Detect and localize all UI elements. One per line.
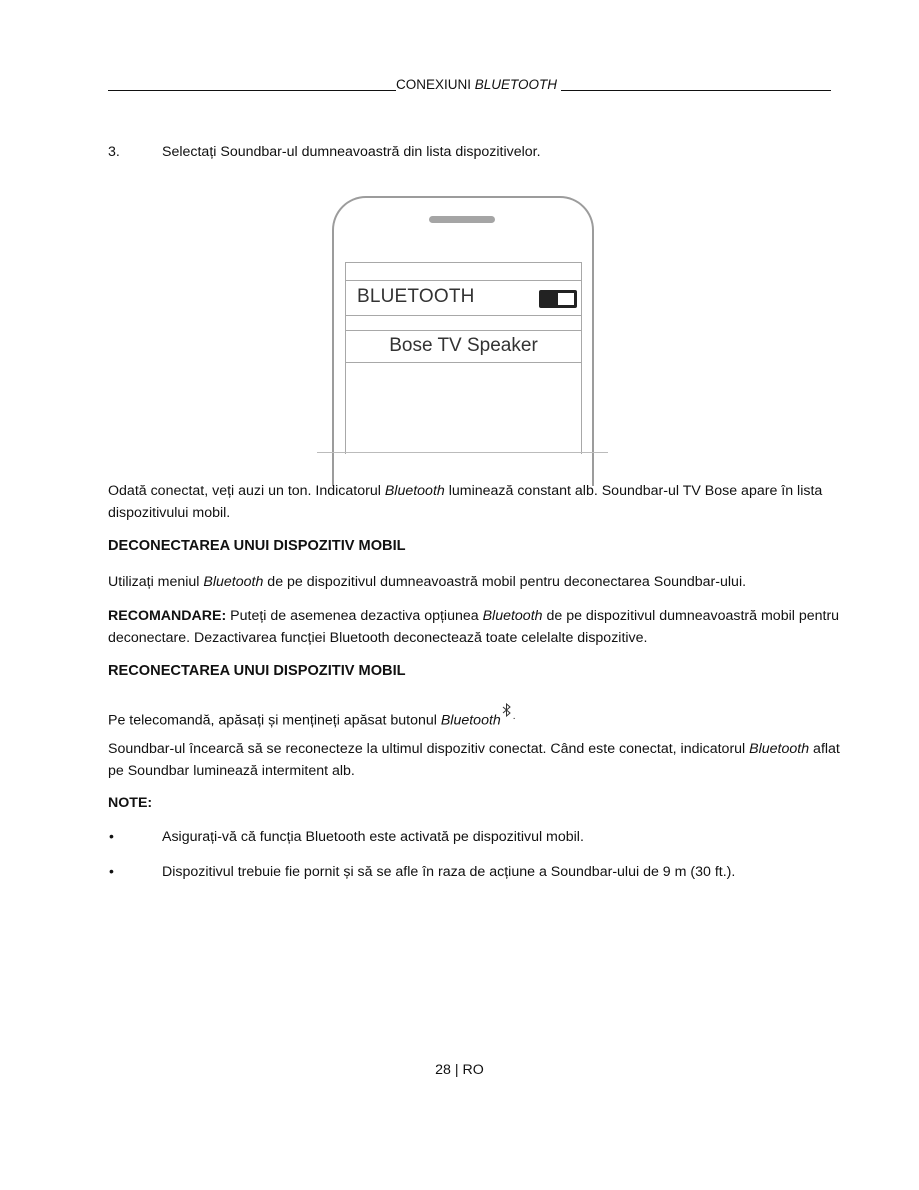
bluetooth-toggle [539, 290, 577, 308]
step-text: Selectați Soundbar-ul dumneavoastră din lista dispozitivelor. [162, 144, 541, 160]
page-number: 28 | RO [435, 1062, 484, 1078]
text-run: de pe dispozitivul dumneavoastră mobil pentru deconectare. Dezactivarea funcției Bluetooth deconectează toate celelalte dispozitive. [108, 608, 840, 646]
bluetooth-setting-label: BLUETOOTH [357, 286, 475, 307]
phone-speaker [429, 216, 495, 223]
illustration-baseline [317, 452, 608, 453]
text-run: aflat pe Soundbar luminează intermitent alb. [108, 741, 840, 779]
screen-divider [345, 315, 582, 316]
screen-divider [345, 280, 582, 281]
header-title-italic: BLUETOOTH [474, 77, 558, 92]
bullet-marker: • [109, 828, 114, 844]
text-run: de pe dispozitivul dumneavoastră mobil pentru deconectarea Soundbar-ului. [263, 574, 747, 590]
notes-label: NOTE: [108, 795, 153, 811]
text-run: Puteți de asemenea dezactiva opțiunea [226, 608, 483, 624]
disconnect-paragraph [108, 571, 843, 593]
note-item: Dispozitivul trebuie fie pornit și să se afle în raza de acțiune a Soundbar-ului de 9 m (30 ft.). [162, 864, 736, 880]
reconnect-instruction [108, 704, 843, 732]
connected-paragraph [108, 480, 843, 524]
step-number: 3. [108, 144, 120, 160]
header-rule-right [561, 90, 831, 91]
note-item: Asigurați-vă că funcția Bluetooth este activată pe dispozitivul mobil. [162, 829, 584, 845]
text-run: Soundbar-ul încearcă să se reconecteze la ultimul dispozitiv conectat. Când este conectat, indicatorul [108, 741, 750, 757]
header-title [396, 77, 557, 92]
text-run-italic: Bluetooth [203, 574, 264, 590]
text-run-italic: Bluetooth [482, 608, 543, 624]
text-run: Pe telecomandă, apăsați și mențineți apăsat butonul [108, 712, 441, 729]
device-list-item: Bose TV Speaker [389, 335, 538, 356]
text-run: Utilizați meniul [108, 574, 204, 590]
header-rule-left [108, 90, 396, 91]
text-run-italic: Bluetooth [440, 712, 501, 729]
screen-divider [345, 362, 582, 363]
text-run: Odată conectat, veți auzi un ton. Indicatorul [108, 483, 385, 499]
text-run: luminează constant alb. Soundbar-ul TV Bose apare în lista dispozitivului mobil. [108, 483, 823, 521]
text-run-italic: Bluetooth [384, 483, 445, 499]
section-heading-reconnect: RECONECTAREA UNUI DISPOZITIV MOBIL [108, 663, 406, 679]
section-heading-disconnect: DECONECTAREA UNUI DISPOZITIV MOBIL [108, 538, 406, 554]
screen-divider [345, 330, 582, 331]
text-run: . [512, 711, 516, 722]
tip-label: RECOMANDARE: [108, 608, 227, 624]
toggle-knob [558, 293, 574, 305]
bluetooth-icon [501, 702, 513, 716]
reconnect-paragraph [108, 738, 843, 782]
header-title-plain: CONEXIUNI [396, 77, 475, 92]
text-run-italic: Bluetooth [749, 741, 810, 757]
tip-paragraph [108, 605, 843, 649]
bullet-marker: • [109, 863, 114, 879]
